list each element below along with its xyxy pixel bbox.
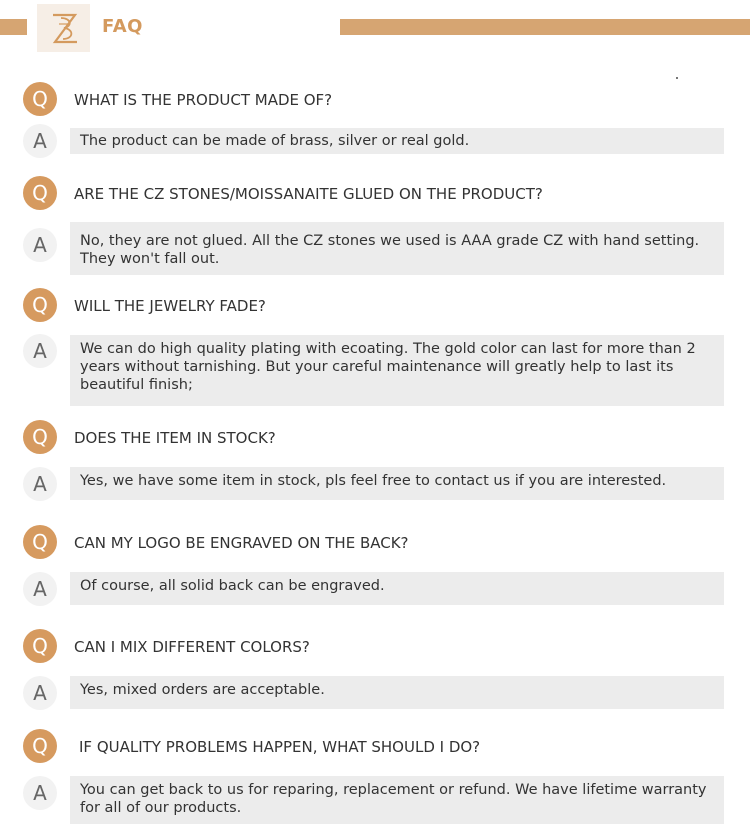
question-text: CAN I MIX DIFFERENT COLORS? <box>74 638 310 656</box>
question-marker: Q <box>23 176 57 210</box>
answer-box <box>70 128 724 154</box>
question-text: WHAT IS THE PRODUCT MADE OF? <box>74 91 333 109</box>
answer-marker: A <box>23 228 57 262</box>
question-marker: Q <box>23 420 57 454</box>
answer-text: You can get back to us for reparing, replacement or refund. We have lifetime warranty for all of our products. <box>80 782 707 816</box>
answer-box <box>70 776 724 824</box>
answer-box <box>70 676 724 709</box>
question-marker: Q <box>23 729 57 763</box>
question-text: IF QUALITY PROBLEMS HAPPEN, WHAT SHOULD I DO? <box>79 738 481 756</box>
answer-marker: A <box>23 676 57 710</box>
stray-dot <box>676 77 678 79</box>
answer-text: We can do high quality plating with ecoating. The gold color can last for more than 2 years without tarnishing. But your careful maintenance will greatly help to last its beautiful finish; <box>80 341 696 393</box>
header-bar-left <box>0 19 27 35</box>
answer-text: Of course, all solid back can be engraved. <box>80 578 385 594</box>
question-marker: Q <box>23 629 57 663</box>
zb-monogram-logo-icon <box>37 4 90 52</box>
answer-box <box>70 222 724 275</box>
answer-text: The product can be made of brass, silver or real gold. <box>80 133 470 149</box>
answer-marker: A <box>23 572 57 606</box>
brand-logo <box>37 4 90 52</box>
answer-marker: A <box>23 467 57 501</box>
answer-text: No, they are not glued. All the CZ stones we used is AAA grade CZ with hand setting. They won't fall out. <box>80 233 700 267</box>
answer-box <box>70 467 724 500</box>
answer-text: Yes, we have some item in stock, pls feel free to contact us if you are interested. <box>80 473 667 489</box>
question-text: WILL THE JEWELRY FADE? <box>74 297 266 315</box>
answer-marker: A <box>23 776 57 810</box>
answer-box <box>70 572 724 605</box>
question-text: ARE THE CZ STONES/MOISSANAITE GLUED ON THE PRODUCT? <box>74 185 543 203</box>
question-marker: Q <box>23 525 57 559</box>
answer-box <box>70 335 724 406</box>
question-text: CAN MY LOGO BE ENGRAVED ON THE BACK? <box>74 534 409 552</box>
answer-marker: A <box>23 124 57 158</box>
question-marker: Q <box>23 82 57 116</box>
page-title: FAQ <box>102 16 143 37</box>
answer-text: Yes, mixed orders are acceptable. <box>80 682 325 698</box>
header-bar-right <box>340 19 750 35</box>
question-text: DOES THE ITEM IN STOCK? <box>74 429 276 447</box>
answer-marker: A <box>23 334 57 368</box>
question-marker: Q <box>23 288 57 322</box>
